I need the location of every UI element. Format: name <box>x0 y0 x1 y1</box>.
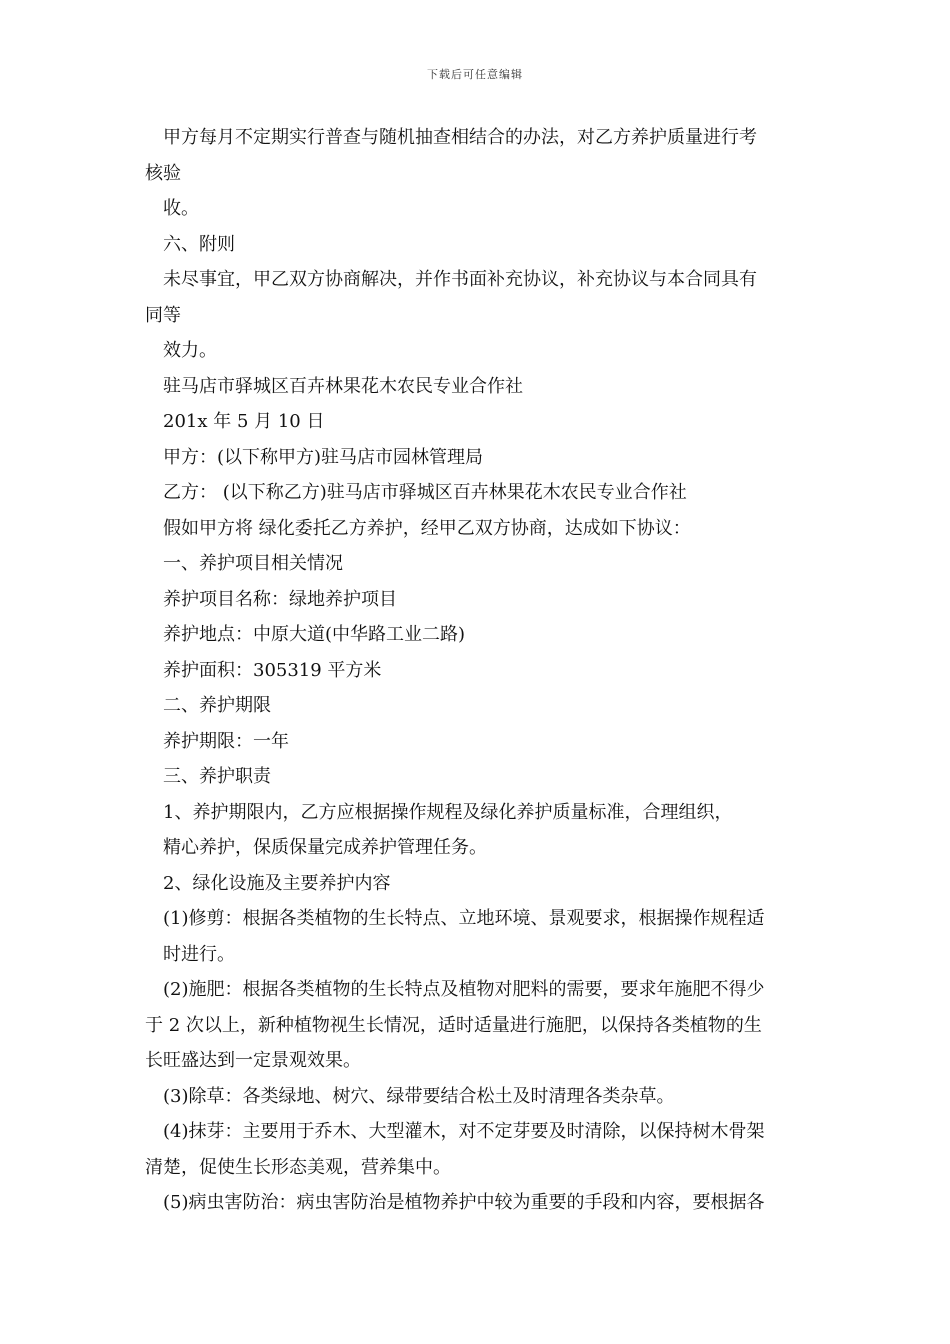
text-line: 时进行。 <box>163 943 235 965</box>
document-body <box>145 120 810 1221</box>
text-line: 养护项目名称：绿地养护项目 <box>163 588 397 610</box>
text-line: 1、养护期限内，乙方应根据操作规程及绿化养护质量标准，合理组织， <box>163 801 733 823</box>
text-line: 养护期限：一年 <box>163 730 289 752</box>
text-line: 效力。 <box>163 340 217 361</box>
text-line: 甲方每月不定期实行普查与随机抽查相结合的办法，对乙方养护质量进行考 <box>163 127 757 148</box>
text-line: 六、附则 <box>163 233 235 255</box>
text-line: 精心养护，保质保量完成养护管理任务。 <box>163 837 487 858</box>
text-line: 核验 <box>145 162 181 184</box>
text-line: 乙方： (以下称乙方)驻马店市驿城区百卉林果花木农民专业合作社 <box>163 482 687 503</box>
text-line: 养护面积：305319 平方米 <box>163 659 382 681</box>
text-line: 2、绿化设施及主要养护内容 <box>163 872 391 894</box>
text-line: 收。 <box>163 198 199 219</box>
text-line: (1)修剪：根据各类植物的生长特点、立地环境、景观要求，根据操作规程适 <box>163 908 765 929</box>
text-line: 驻马店市驿城区百卉林果花木农民专业合作社 <box>163 375 523 397</box>
page-header: 下载后可任意编辑 <box>427 68 523 81</box>
text-line: 一、养护项目相关情况 <box>163 553 343 574</box>
text-line: 二、养护期限 <box>163 695 271 716</box>
text-line: (4)抹芽：主要用于乔木、大型灌木，对不定芽要及时清除，以保持树木骨架 <box>163 1121 765 1142</box>
text-line: 假如甲方将 绿化委托乙方养护，经甲乙双方协商，达成如下协议： <box>163 517 691 539</box>
text-line: (2)施肥：根据各类植物的生长特点及植物对肥料的需要，要求年施肥不得少 <box>163 979 765 1000</box>
text-line: 长旺盛达到一定景观效果。 <box>145 1050 361 1071</box>
text-line: 于 2 次以上，新种植物视生长情况，适时适量进行施肥，以保持各类植物的生 <box>145 1014 762 1036</box>
text-line: 甲方：(以下称甲方)驻马店市园林管理局 <box>163 446 484 468</box>
text-line: 未尽事宜，甲乙双方协商解决，并作书面补充协议，补充协议与本合同具有 <box>163 269 757 290</box>
text-line: 清楚，促使生长形态美观，营养集中。 <box>145 1156 451 1178</box>
text-line: 201x 年 5 月 10 日 <box>163 411 325 432</box>
text-line: (5)病虫害防治：病虫害防治是植物养护中较为重要的手段和内容，要根据各 <box>163 1192 765 1213</box>
text-line: (3)除草：各类绿地、树穴、绿带要结合松土及时清理各类杂草。 <box>163 1085 675 1107</box>
text-line: 同等 <box>145 304 181 326</box>
text-line: 养护地点：中原大道(中华路工业二路) <box>163 624 466 645</box>
text-line: 三、养护职责 <box>163 766 271 787</box>
